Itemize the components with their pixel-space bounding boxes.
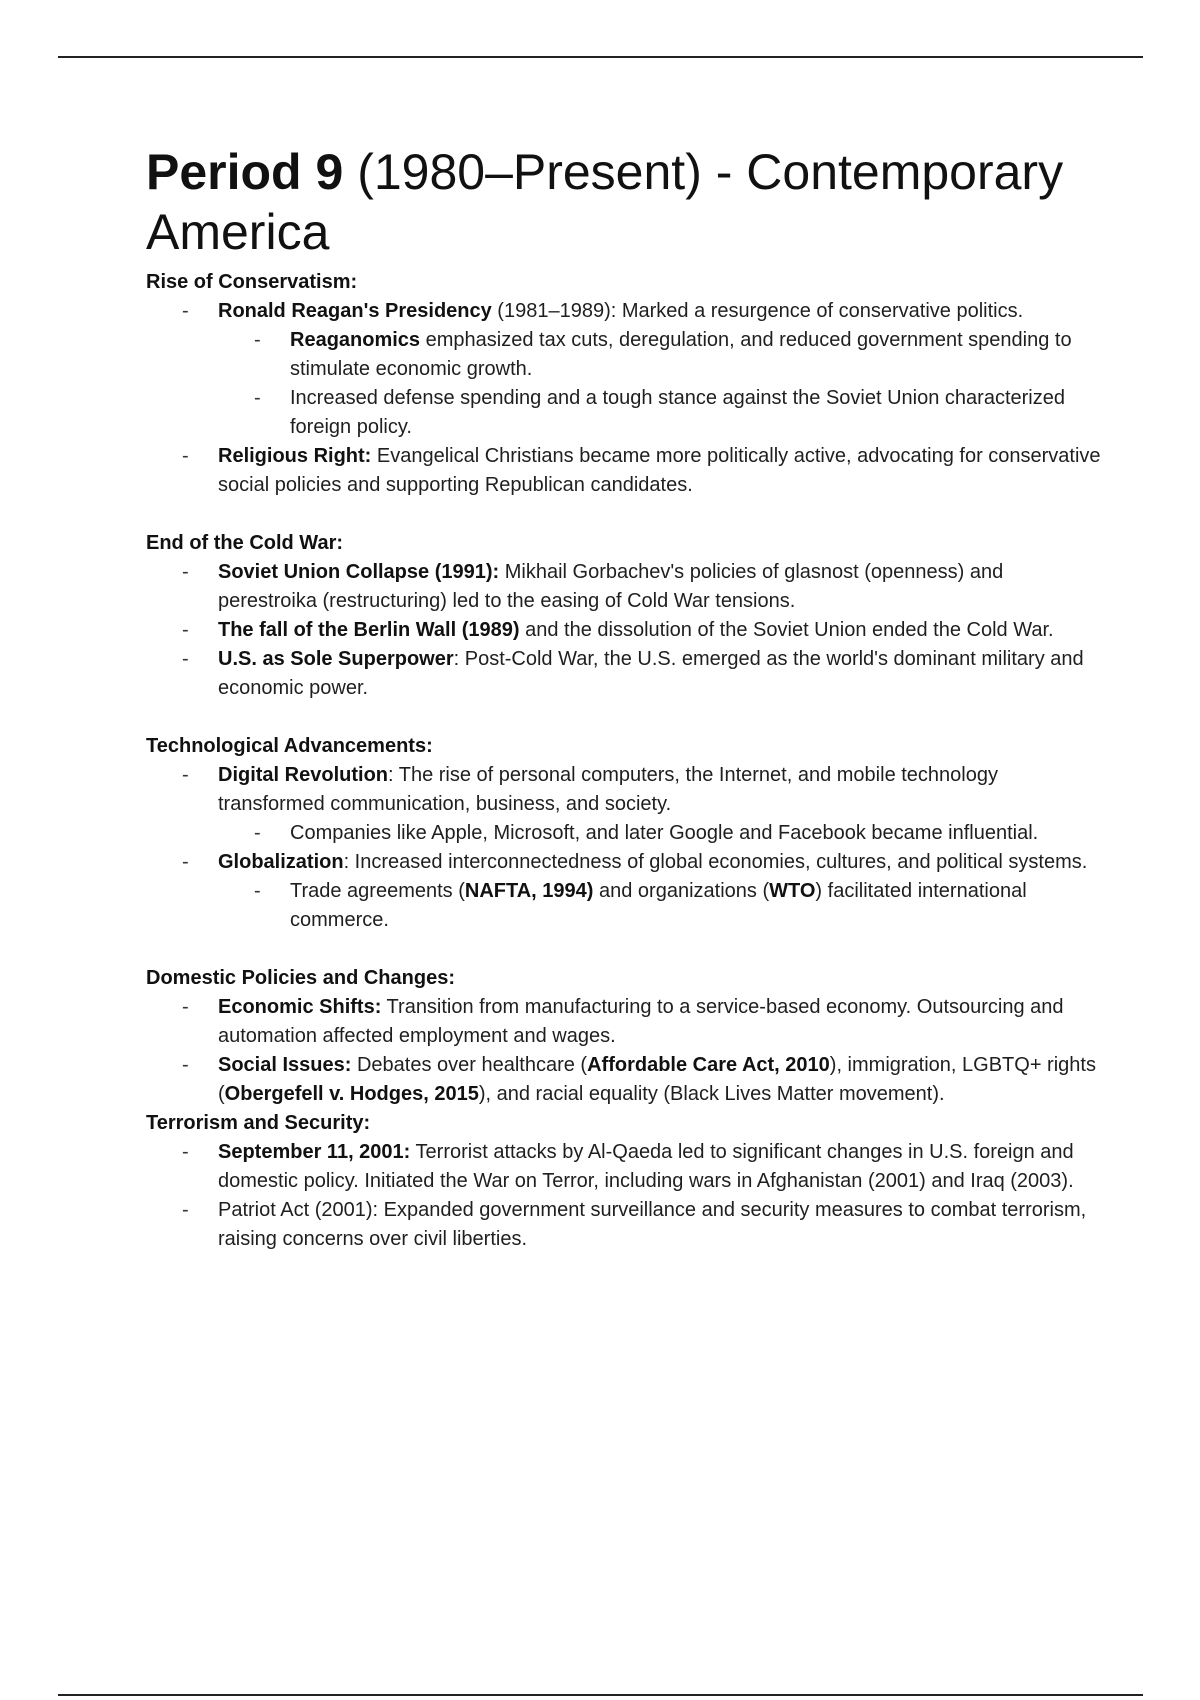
- title-subtitle: (1980–Present) - Contemporary America: [146, 144, 1064, 260]
- item-text: ), immigration, LGBTQ+ rights (: [218, 1054, 1096, 1105]
- bullet-dash: -: [182, 1054, 189, 1076]
- item-text: : The rise of personal computers, the Internet, and mobile technology transformed communication, business, and society.: [218, 764, 998, 815]
- bullet-dash: -: [182, 1141, 189, 1163]
- page-title: [146, 142, 1106, 262]
- item-text: Patriot Act (2001): Expanded government surveillance and security measures to combat terrorism, raising concerns over civil liberties.: [218, 1199, 1087, 1250]
- bottom-rule: [58, 1694, 1143, 1696]
- bullet-dash: -: [254, 822, 261, 844]
- section-heading: Terrorism and Security:: [146, 1112, 371, 1134]
- bullet-list: [146, 993, 1106, 1109]
- bullet-dash: -: [182, 851, 189, 873]
- item-term: WTO: [769, 880, 816, 902]
- bullet-dash: -: [254, 387, 261, 409]
- item-text: : Post-Cold War, the U.S. emerged as the world's dominant military and economic power.: [218, 648, 1084, 699]
- item-term: Ronald Reagan's Presidency: [218, 300, 492, 322]
- sub-bullet-list: [218, 877, 1106, 935]
- item-term: Obergefell v. Hodges, 2015: [224, 1083, 479, 1105]
- item-term: Social Issues:: [218, 1054, 352, 1076]
- item-term: U.S. as Sole Superpower: [218, 648, 454, 670]
- section-heading: Technological Advancements:: [146, 735, 433, 757]
- section-heading: End of the Cold War:: [146, 532, 344, 554]
- bullet-list: [146, 297, 1106, 500]
- sub-list-item: [218, 326, 1106, 384]
- list-item: [146, 848, 1106, 935]
- section-heading: Rise of Conservatism:: [146, 271, 358, 293]
- sub-bullet-list: [218, 326, 1106, 442]
- item-text: Debates over healthcare (: [351, 1054, 588, 1076]
- bullet-dash: -: [182, 648, 189, 670]
- section-domestic-policies: [146, 964, 1106, 1109]
- item-text: : Increased interconnectedness of global economies, cultures, and political systems.: [343, 851, 1088, 873]
- item-term: Economic Shifts:: [218, 996, 382, 1018]
- list-item: [146, 1051, 1106, 1109]
- bullet-dash: -: [182, 1199, 189, 1221]
- bullet-list: [146, 1138, 1106, 1254]
- item-text: Evangelical Christians became more politically active, advocating for conservative social policies and supporting Republican candidates.: [218, 445, 1101, 496]
- item-term: September 11, 2001:: [218, 1141, 411, 1163]
- item-text: and the dissolution of the Soviet Union ended the Cold War.: [519, 619, 1054, 641]
- item-text: ) facilitated international commerce.: [290, 880, 1027, 931]
- item-text: Trade agreements (: [290, 880, 465, 902]
- item-term: Affordable Care Act, 2010: [587, 1054, 830, 1076]
- sub-list-item: [218, 877, 1106, 935]
- list-item: [146, 616, 1106, 645]
- bullet-dash: -: [182, 445, 189, 467]
- bullet-dash: -: [254, 880, 261, 902]
- list-item: [146, 1196, 1106, 1254]
- item-term: The fall of the Berlin Wall (1989): [218, 619, 520, 641]
- item-text: and organizations (: [593, 880, 770, 902]
- sub-list-item: [218, 384, 1106, 442]
- bullet-dash: -: [182, 764, 189, 786]
- list-item: [146, 297, 1106, 442]
- list-item: [146, 558, 1106, 616]
- item-text: Terrorist attacks by Al-Qaeda led to significant changes in U.S. foreign and domestic policy. Initiated the War on Terror, including wars in Afghanistan (2001) and Iraq (2003).: [218, 1141, 1074, 1192]
- bullet-dash: -: [182, 619, 189, 641]
- item-term: NAFTA, 1994): [464, 880, 594, 902]
- bullet-dash: -: [182, 300, 189, 322]
- title-period: Period 9: [146, 144, 344, 200]
- bullet-dash: -: [182, 561, 189, 583]
- item-term: Globalization: [218, 851, 344, 873]
- list-item: [146, 1138, 1106, 1196]
- bullet-dash: -: [182, 996, 189, 1018]
- item-term: Reaganomics: [290, 329, 421, 351]
- list-item: [146, 761, 1106, 848]
- section-technological-advancements: [146, 732, 1106, 935]
- sub-bullet-list: [218, 819, 1106, 848]
- item-term: Digital Revolution: [218, 764, 388, 786]
- item-text: Increased defense spending and a tough stance against the Soviet Union characterized foreign policy.: [290, 387, 1065, 438]
- item-text: emphasized tax cuts, deregulation, and reduced government spending to stimulate economic growth.: [290, 329, 1072, 380]
- item-term: Soviet Union Collapse (1991):: [218, 561, 500, 583]
- sub-list-item: [218, 819, 1106, 848]
- item-text: (1981–1989): Marked a resurgence of conservative politics.: [491, 300, 1024, 322]
- section-terrorism-and-security: [146, 1109, 1106, 1254]
- section-heading: Domestic Policies and Changes:: [146, 967, 455, 989]
- section-rise-of-conservatism: [146, 268, 1106, 500]
- document-page: [146, 142, 1106, 1254]
- list-item: [146, 645, 1106, 703]
- bullet-list: [146, 761, 1106, 935]
- list-item: [146, 442, 1106, 500]
- item-text: Mikhail Gorbachev's policies of glasnost (openness) and perestroika (restructuring) led to the easing of Cold War tensions.: [218, 561, 1004, 612]
- bullet-dash: -: [254, 329, 261, 351]
- item-text: Transition from manufacturing to a service-based economy. Outsourcing and automation affected employment and wages.: [218, 996, 1064, 1047]
- item-text: Companies like Apple, Microsoft, and later Google and Facebook became influential.: [290, 822, 1039, 844]
- item-text: ), and racial equality (Black Lives Matter movement).: [478, 1083, 945, 1105]
- section-end-of-cold-war: [146, 529, 1106, 703]
- bullet-list: [146, 558, 1106, 703]
- top-rule: [58, 56, 1143, 58]
- item-term: Religious Right:: [218, 445, 372, 467]
- list-item: [146, 993, 1106, 1051]
